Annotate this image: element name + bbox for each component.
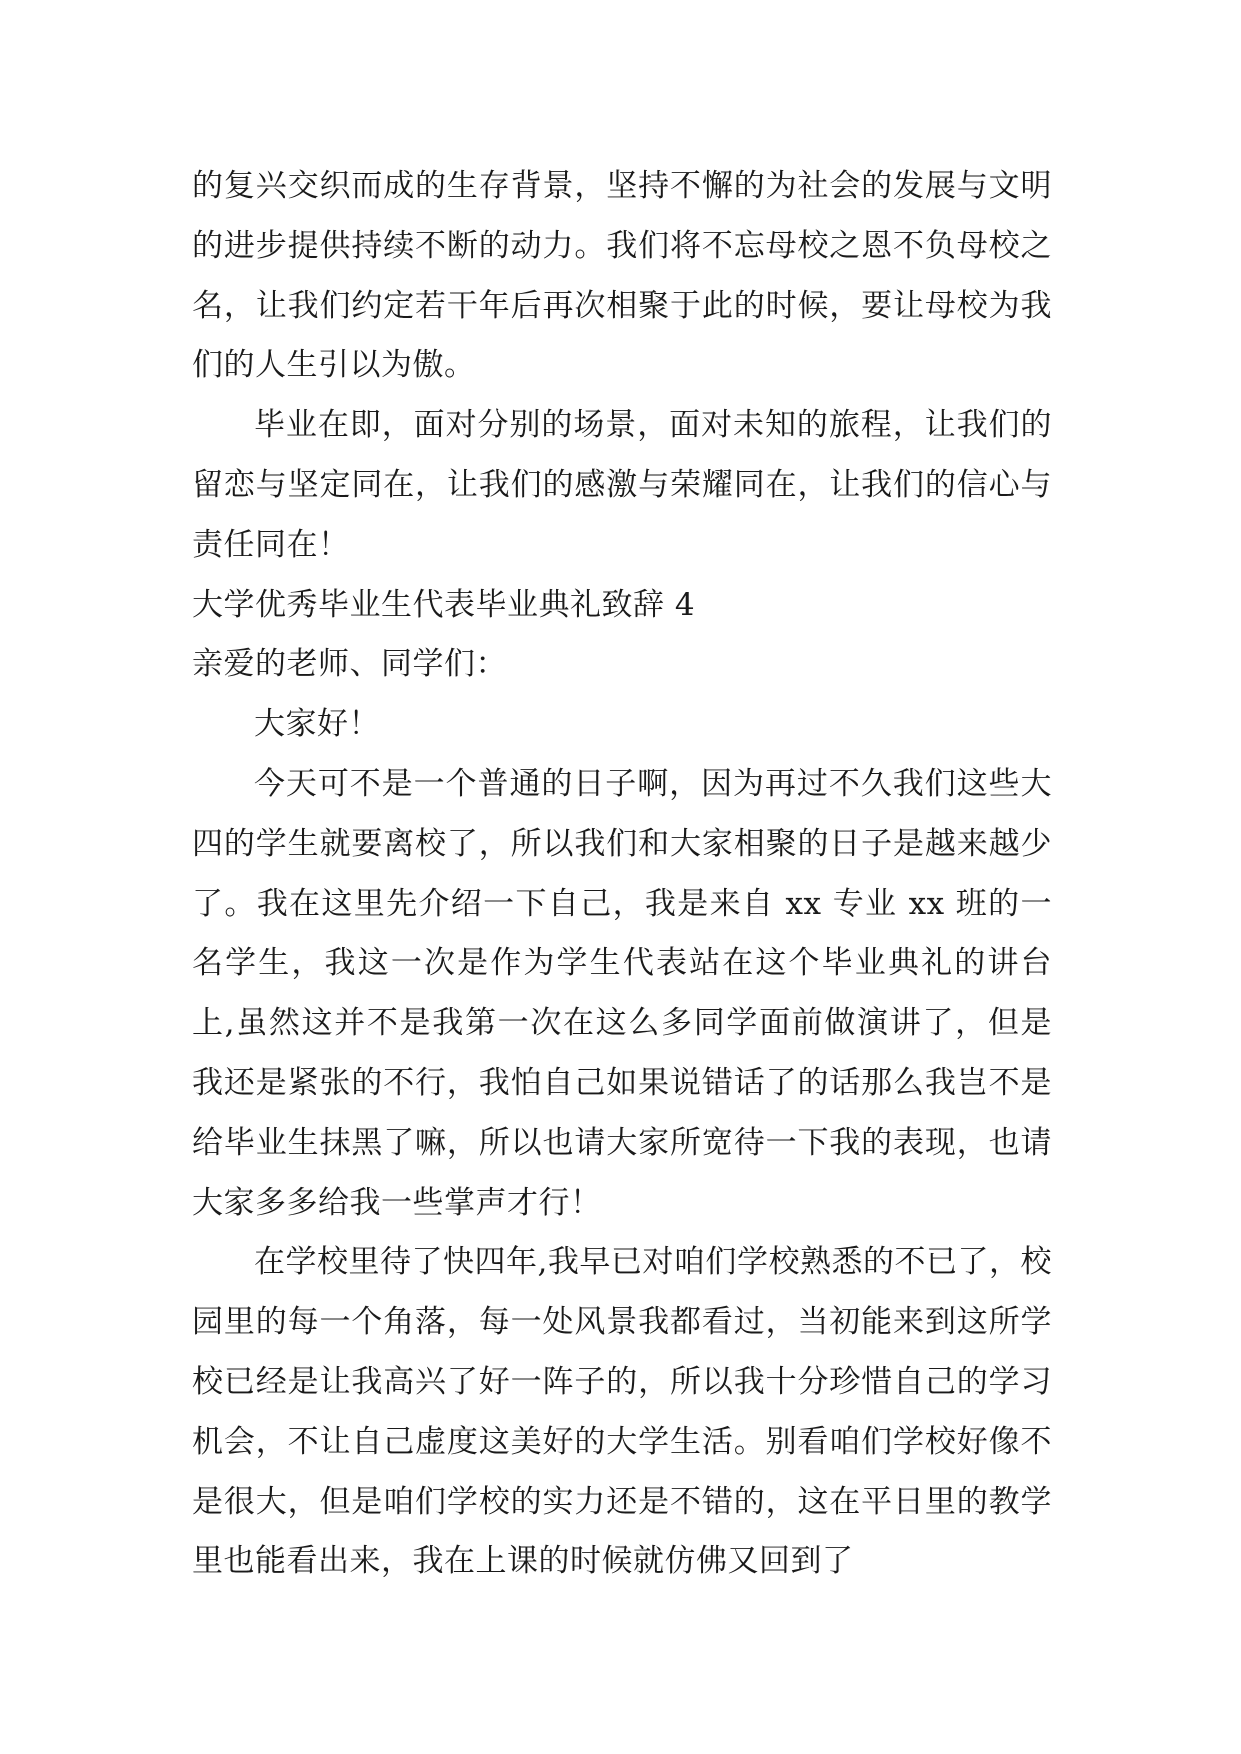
paragraph-graduation-closing: 毕业在即，面对分别的场景，面对未知的旅程，让我们的留恋与坚定同在，让我们的感激与荣耀同在，让我们的信心与责任同在！	[192, 407, 1052, 563]
greeting: 大家好！	[254, 706, 380, 743]
paragraph-opening-continuation: 的复兴交织而成的生存背景，坚持不懈的为社会的发展与文明的进步提供持续不断的动力。我们将不忘母校之恩不负母校之名，让我们约定若干年后再次相聚于此的时候，要让母校为我们的人生引以为傲。	[192, 168, 1052, 384]
paragraph-introduction: 今天可不是一个普通的日子啊，因为再过不久我们这些大四的学生就要离校了，所以我们和大家相聚的日子是越来越少了。我在这里先介绍一下自己，我是来自 xx 专业 xx 班的一名学生，我这一次是作为学生代表站在这个毕业典礼的讲台上,虽然这并不是我第一次在这么多同学面前做演讲了，但是我还是紧张的不行，我怕自己如果说错话了的话那么我岂不是给毕业生抹黑了嘛，所以也请大家所宽待一下我的表现，也请大家多多给我一些掌声才行！	[192, 765, 1052, 1221]
paragraph-campus-life: 在学校里待了快四年,我早已对咱们学校熟悉的不已了，校园里的每一个角落，每一处风景我都看过，当初能来到这所学校已经是让我高兴了好一阵子的，所以我十分珍惜自己的学习机会，不让自己虚度这美好的大学生活。别看咱们学校好像不是很大，但是咱们学校的实力还是不错的，这在平日里的教学里也能看出来，我在上课的时候就仿佛又回到了	[192, 1244, 1052, 1580]
salutation: 亲爱的老师、同学们：	[192, 646, 507, 683]
section-heading: 大学优秀毕业生代表毕业典礼致辞 4	[192, 586, 696, 623]
document-body	[192, 157, 1052, 1592]
